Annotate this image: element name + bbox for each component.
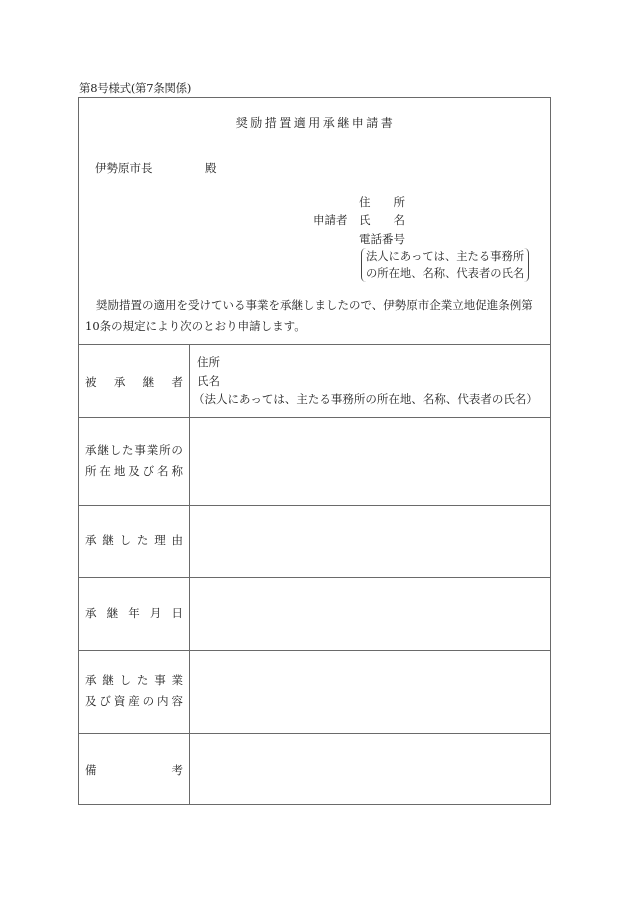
applicant-label: 申請者 xyxy=(313,213,348,227)
label-succeeded-business-assets: 承 継 し た 事 業 及 び 資 産 の 内 容 xyxy=(85,673,183,708)
corporation-note-line2: の所在地、名称、代表者の氏名 xyxy=(366,267,525,280)
row-divider xyxy=(79,577,550,578)
applicant-address-label: 住 所 xyxy=(359,195,405,209)
form-number: 第8号様式(第7条関係) xyxy=(79,81,192,95)
succeeded-office-field[interactable] xyxy=(197,420,547,503)
corporation-note-line1: 法人にあっては、主たる事務所 xyxy=(366,250,525,263)
table-top-rule xyxy=(79,344,550,345)
label-succession-date: 承 継 年 月 日 xyxy=(85,606,183,620)
corporation-note xyxy=(361,248,529,282)
predecessor-field[interactable] xyxy=(193,353,538,409)
application-form xyxy=(78,97,551,805)
succession-date-field[interactable] xyxy=(197,580,547,648)
label-succeeded-office-location-name: 承 継 し た 事 業 所 の 所 在 地 及 び 名 称 xyxy=(85,443,183,478)
label-predecessor: 被 承 継 者 xyxy=(85,375,183,389)
succession-reason-field[interactable] xyxy=(197,508,547,575)
succeeded-business-assets-field[interactable] xyxy=(197,653,547,731)
addressee-honorific: 殿 xyxy=(205,161,217,175)
row-divider xyxy=(79,733,550,734)
application-statement: 奨励措置の適用を受けている事業を承継しましたので、伊勢原市企業立地促進条例第10条の規定により次のとおり申請します。 xyxy=(85,298,533,333)
row-divider xyxy=(79,417,550,418)
form-title: 奨励措置適用承継申請書 xyxy=(235,116,396,130)
row-divider xyxy=(79,650,550,651)
addressee-name: 伊勢原市長 xyxy=(95,161,153,175)
predecessor-name-label: 氏名 xyxy=(197,373,220,388)
predecessor-address-label: 住所 xyxy=(197,355,220,369)
applicant-name-label: 氏 名 xyxy=(359,213,405,227)
label-succession-reason: 承 継 し た 理 由 xyxy=(85,533,183,547)
remarks-field[interactable] xyxy=(197,736,547,804)
column-divider xyxy=(189,344,190,805)
row-divider xyxy=(79,505,550,506)
predecessor-corporation-note: （法人にあっては、主たる事務所の所在地、名称、代表者の氏名） xyxy=(193,392,538,406)
applicant-phone-label: 電話番号 xyxy=(359,232,405,246)
label-remarks: 備 考 xyxy=(85,763,183,777)
